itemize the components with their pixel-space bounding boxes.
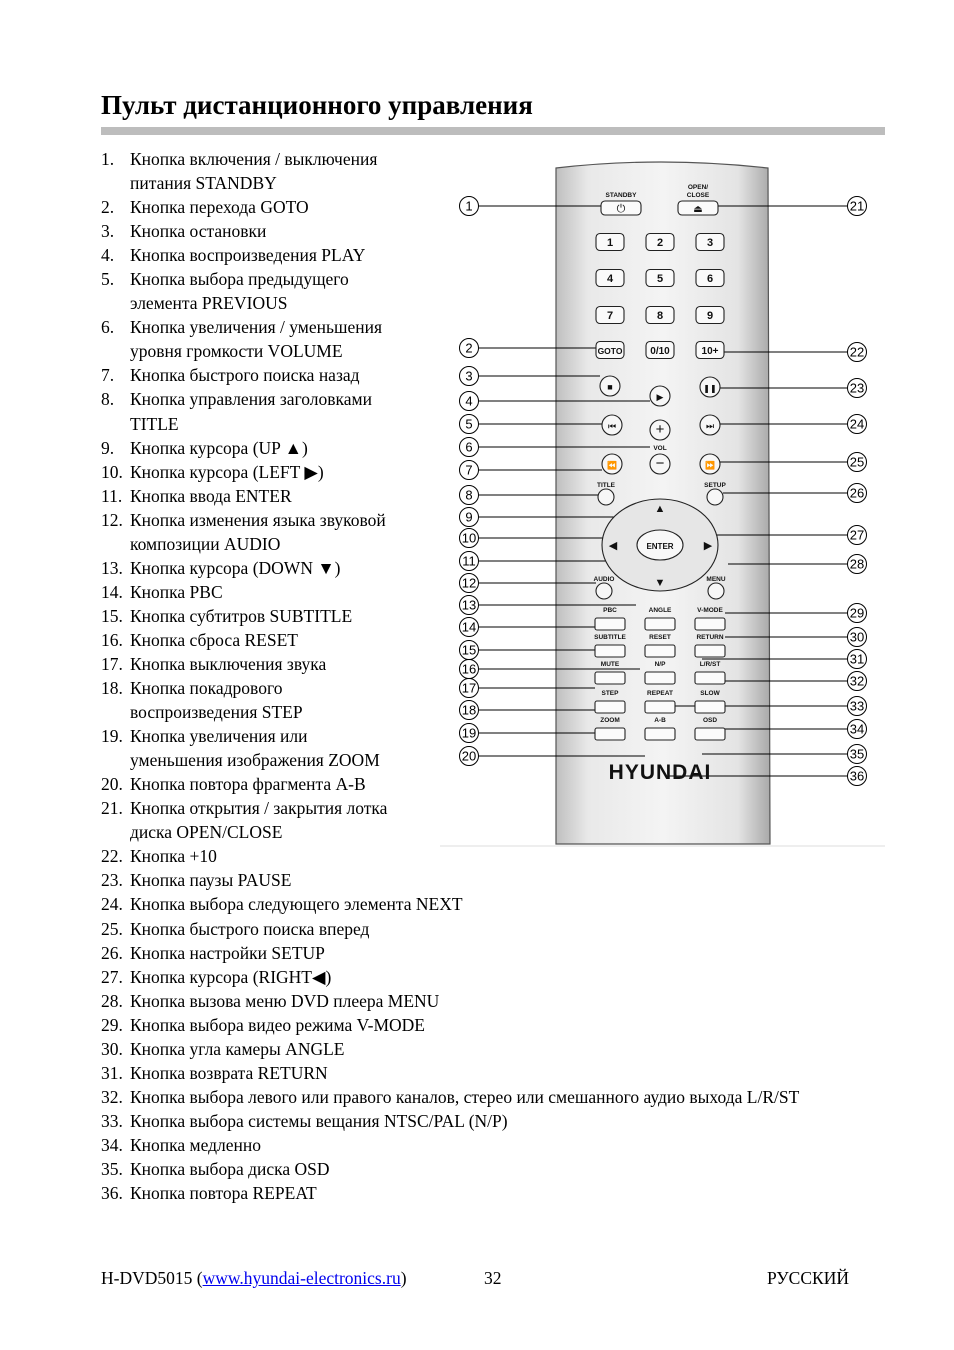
item-number: 16.	[101, 629, 123, 650]
callout-number: 19	[461, 725, 477, 741]
item-text: Кнопка быстрого поиска вперед	[130, 918, 370, 939]
item-number: 4.	[101, 245, 115, 266]
item-text: Кнопка курсора (DOWN ▼)	[130, 557, 341, 578]
item-text: Кнопка выбора следующего элемента NEXT	[130, 894, 463, 915]
close-label: CLOSE	[686, 192, 710, 199]
open-label: OPEN/	[687, 184, 709, 191]
next-button-glyph: ⏭	[705, 421, 715, 431]
pause-button-glyph: ❚❚	[703, 384, 717, 393]
item-number: 12.	[101, 509, 123, 530]
eject-icon: ⏏	[693, 204, 703, 215]
list-item	[101, 1013, 799, 1037]
callout-number: 34	[849, 721, 865, 737]
list-item	[101, 941, 799, 965]
callout-number: 18	[461, 702, 477, 718]
func-label: N/P	[654, 661, 666, 668]
item-text: Кнопка выбора диска OSD	[130, 1158, 330, 1179]
callout-number: 8	[465, 487, 473, 503]
up-arrow-icon: ▲	[654, 503, 666, 515]
zero-ten-button-label: 0/10	[650, 346, 670, 357]
callout-number: 4	[465, 393, 473, 409]
func-button	[695, 618, 725, 630]
page-title: Пульт дистанционного управления	[101, 90, 533, 120]
item-number: 2.	[101, 197, 115, 218]
item-text: Кнопка вызова меню DVD плеера MENU	[130, 990, 440, 1011]
down-arrow-icon: ▼	[654, 577, 666, 589]
callout-number: 11	[462, 553, 476, 569]
item-text: Кнопка управления заголовками TITLE	[130, 389, 372, 434]
item-text: Кнопка курсора (RIGHT◀)	[130, 966, 332, 987]
digit-4-button-label: 4	[606, 273, 614, 285]
item-number: 7.	[101, 365, 115, 386]
item-number: 15.	[101, 605, 123, 626]
remote-control-illustration	[440, 160, 888, 850]
callout-number: 26	[849, 485, 865, 501]
setup-label: SETUP	[704, 482, 726, 489]
item-text: Кнопка возврата RETURN	[130, 1062, 328, 1083]
item-number: 23.	[101, 870, 123, 891]
item-text: Кнопка медленно	[130, 1134, 262, 1155]
callout-number: 35	[849, 746, 865, 762]
callout-number: 16	[461, 661, 477, 677]
func-label: MUTE	[600, 661, 620, 668]
item-text: Кнопка выбора левого или правого каналов, стерео или смешанного аудио выхода L/R/ST	[130, 1086, 800, 1107]
callout-number: 22	[849, 344, 865, 360]
list-item	[101, 1181, 799, 1205]
plus-ten-button-label: 10+	[701, 346, 719, 357]
title-button	[598, 489, 614, 505]
item-text: Кнопка курсора (UP ▲)	[130, 437, 308, 458]
func-button	[645, 645, 675, 657]
list-item	[101, 1109, 799, 1133]
item-text: Кнопка включения / выключения питания STANDBY	[130, 149, 378, 194]
callout-number: 13	[461, 597, 477, 613]
func-button	[645, 618, 675, 630]
item-number: 31.	[101, 1062, 123, 1083]
item-text: Кнопка остановки	[130, 221, 267, 242]
item-text: Кнопка покадрового воспроизведения STEP	[130, 678, 303, 723]
digit-9-button-label: 9	[706, 310, 714, 322]
item-text: Кнопка выключения звука	[130, 653, 327, 674]
func-label: RESET	[649, 634, 671, 641]
callout-number: 25	[849, 454, 865, 470]
item-text: Кнопка настройки SETUP	[130, 942, 325, 963]
item-text: Кнопка ввода ENTER	[130, 485, 292, 506]
heading-underline	[101, 127, 885, 135]
item-number: 14.	[101, 581, 123, 602]
item-text: Кнопка угла камеры ANGLE	[130, 1038, 345, 1059]
item-number: 17.	[101, 653, 123, 674]
footer-model: H-DVD5015 (www.hyundai-electronics.ru)	[101, 1268, 407, 1288]
item-number: 26.	[101, 942, 123, 963]
func-label: STEP	[601, 690, 619, 697]
callout-number: 15	[461, 642, 477, 658]
func-button	[595, 728, 625, 740]
item-number: 33.	[101, 1110, 123, 1131]
callout-number: 28	[849, 556, 865, 572]
item-text: Кнопка изменения языка звуковой композиции AUDIO	[130, 509, 386, 554]
item-text: Кнопка +10	[130, 846, 217, 867]
list-item	[101, 1085, 799, 1109]
item-number: 22.	[101, 846, 123, 867]
item-text: Кнопка повтора REPEAT	[130, 1183, 317, 1204]
callout-number: 1	[465, 198, 473, 214]
func-button	[595, 701, 625, 713]
item-number: 24.	[101, 894, 123, 915]
callout-number: 31	[849, 651, 865, 667]
func-label: RETURN	[696, 634, 724, 641]
callout-number: 3	[465, 368, 473, 384]
callout-number: 6	[465, 439, 473, 455]
callout-number: 33	[849, 698, 865, 714]
digit-7-button-label: 7	[606, 310, 614, 322]
item-number: 18.	[101, 678, 123, 699]
item-text: Кнопка курсора (LEFT ▶)	[130, 461, 324, 482]
func-label: V-MODE	[697, 607, 723, 614]
callout-number: 21	[849, 198, 865, 214]
item-number: 21.	[101, 798, 123, 819]
func-button	[695, 701, 725, 713]
item-text: Кнопка повтора фрагмента A-B	[130, 774, 366, 795]
item-number: 8.	[101, 389, 115, 410]
item-number: 13.	[101, 557, 123, 578]
func-button	[645, 728, 675, 740]
item-number: 9.	[101, 437, 115, 458]
item-text: Кнопка открытия / закрытия лотка диска OPEN/CLOSE	[130, 798, 388, 843]
standby-label: STANDBY	[605, 192, 637, 199]
func-button	[645, 701, 675, 713]
play-button-glyph: ▶	[656, 392, 664, 402]
item-number: 36.	[101, 1183, 123, 1204]
item-number: 6.	[101, 317, 115, 338]
callout-number: 30	[849, 629, 865, 645]
digit-1-button-label: 1	[606, 237, 614, 249]
item-text: Кнопка PBC	[130, 581, 223, 602]
func-button	[595, 618, 625, 630]
func-button	[695, 672, 725, 684]
func-label: PBC	[603, 607, 617, 614]
func-button	[595, 672, 625, 684]
digit-3-button-label: 3	[706, 237, 714, 249]
item-text: Кнопка выбора системы вещания NTSC/PAL (N/P)	[130, 1110, 508, 1131]
item-number: 27.	[101, 966, 123, 987]
footer-language: РУССКИЙ	[767, 1268, 849, 1288]
callout-number: 29	[849, 605, 865, 621]
list-item	[101, 1133, 799, 1157]
setup-button	[707, 489, 723, 505]
digit-5-button-label: 5	[656, 273, 664, 285]
fast-forward-button-glyph: ⏩	[705, 461, 715, 470]
item-number: 32.	[101, 1086, 123, 1107]
item-text: Кнопка быстрого поиска назад	[130, 365, 360, 386]
audio-label: AUDIO	[593, 576, 615, 583]
remote-brand: HYUNDAI	[608, 761, 712, 784]
item-text: Кнопка воспроизведения PLAY	[130, 245, 366, 266]
func-label: REPEAT	[647, 690, 673, 697]
vol-down-button-glyph: −	[655, 455, 665, 472]
item-number: 29.	[101, 1014, 123, 1035]
callout-number: 24	[849, 416, 865, 432]
callout-number: 20	[461, 748, 477, 764]
func-label: SUBTITLE	[594, 634, 626, 641]
digit-2-button-label: 2	[656, 237, 664, 249]
item-text: Кнопка выбора видео режима V-MODE	[130, 1014, 425, 1035]
callout-number: 17	[461, 680, 477, 696]
func-label: SLOW	[700, 690, 720, 697]
item-number: 20.	[101, 774, 123, 795]
callout-number: 23	[849, 380, 865, 396]
func-button	[695, 645, 725, 657]
list-item	[101, 892, 799, 916]
func-label: ANGLE	[648, 607, 672, 614]
func-button	[695, 728, 725, 740]
callout-number: 14	[461, 619, 477, 635]
item-text: Кнопка субтитров SUBTITLE	[130, 605, 353, 626]
item-text: Кнопка паузы PAUSE	[130, 870, 292, 891]
item-number: 19.	[101, 726, 123, 747]
item-number: 10.	[101, 461, 123, 482]
audio-button	[596, 583, 612, 599]
previous-button-glyph: ⏮	[607, 421, 617, 431]
callout-number: 36	[849, 768, 865, 784]
list-item	[101, 1157, 799, 1181]
item-number: 5.	[101, 269, 115, 290]
callout-number: 9	[465, 509, 473, 525]
menu-button	[708, 583, 724, 599]
item-text: Кнопка перехода GOTO	[130, 197, 309, 218]
right-arrow-icon: ▶	[703, 540, 713, 552]
func-button	[645, 672, 675, 684]
func-button	[595, 645, 625, 657]
callout-number: 2	[465, 340, 473, 356]
callout-number: 7	[465, 462, 473, 478]
func-label: ZOOM	[600, 717, 620, 724]
list-item	[101, 917, 799, 941]
enter-label: ENTER	[646, 542, 674, 551]
item-number: 28.	[101, 990, 123, 1011]
callout-number: 32	[849, 673, 865, 689]
list-item	[101, 868, 799, 892]
func-label: A-B	[654, 717, 666, 724]
stop-button-glyph: ■	[607, 382, 613, 392]
item-number: 30.	[101, 1038, 123, 1059]
func-label: L/R/ST	[699, 661, 721, 668]
item-text: Кнопка сброса RESET	[130, 629, 298, 650]
list-item	[101, 965, 799, 989]
title-label: TITLE	[596, 482, 616, 489]
item-number: 34.	[101, 1134, 123, 1155]
left-arrow-icon: ◀	[608, 540, 618, 552]
item-number: 11.	[101, 485, 123, 506]
item-text: Кнопка выбора предыдущего элемента PREVIOUS	[130, 269, 349, 314]
footer-link[interactable]: www.hyundai-electronics.ru	[202, 1268, 401, 1288]
callout-number: 27	[849, 527, 865, 543]
page-number: 32	[484, 1268, 502, 1288]
rewind-button-glyph: ⏪	[607, 461, 617, 470]
item-number: 35.	[101, 1158, 123, 1179]
vol-up-button-glyph: +	[655, 421, 665, 438]
item-number: 3.	[101, 221, 115, 242]
list-item	[101, 1061, 799, 1085]
item-number: 25.	[101, 918, 123, 939]
item-number: 1.	[101, 149, 115, 169]
vol-label: VOL	[653, 445, 667, 452]
item-text: Кнопка увеличения или уменьшения изображения ZOOM	[130, 726, 380, 771]
power-icon: ⏻	[616, 203, 626, 215]
func-label: OSD	[702, 717, 718, 724]
callout-number: 12	[461, 575, 477, 591]
callout-number: 5	[465, 416, 473, 432]
item-text: Кнопка увеличения / уменьшения уровня громкости VOLUME	[130, 317, 382, 362]
callout-number: 10	[461, 530, 477, 546]
digit-8-button-label: 8	[656, 310, 664, 322]
list-item	[101, 989, 799, 1013]
menu-label: MENU	[706, 576, 726, 583]
goto-button-label: GOTO	[597, 346, 623, 356]
list-item	[101, 1037, 799, 1061]
digit-6-button-label: 6	[706, 273, 714, 285]
